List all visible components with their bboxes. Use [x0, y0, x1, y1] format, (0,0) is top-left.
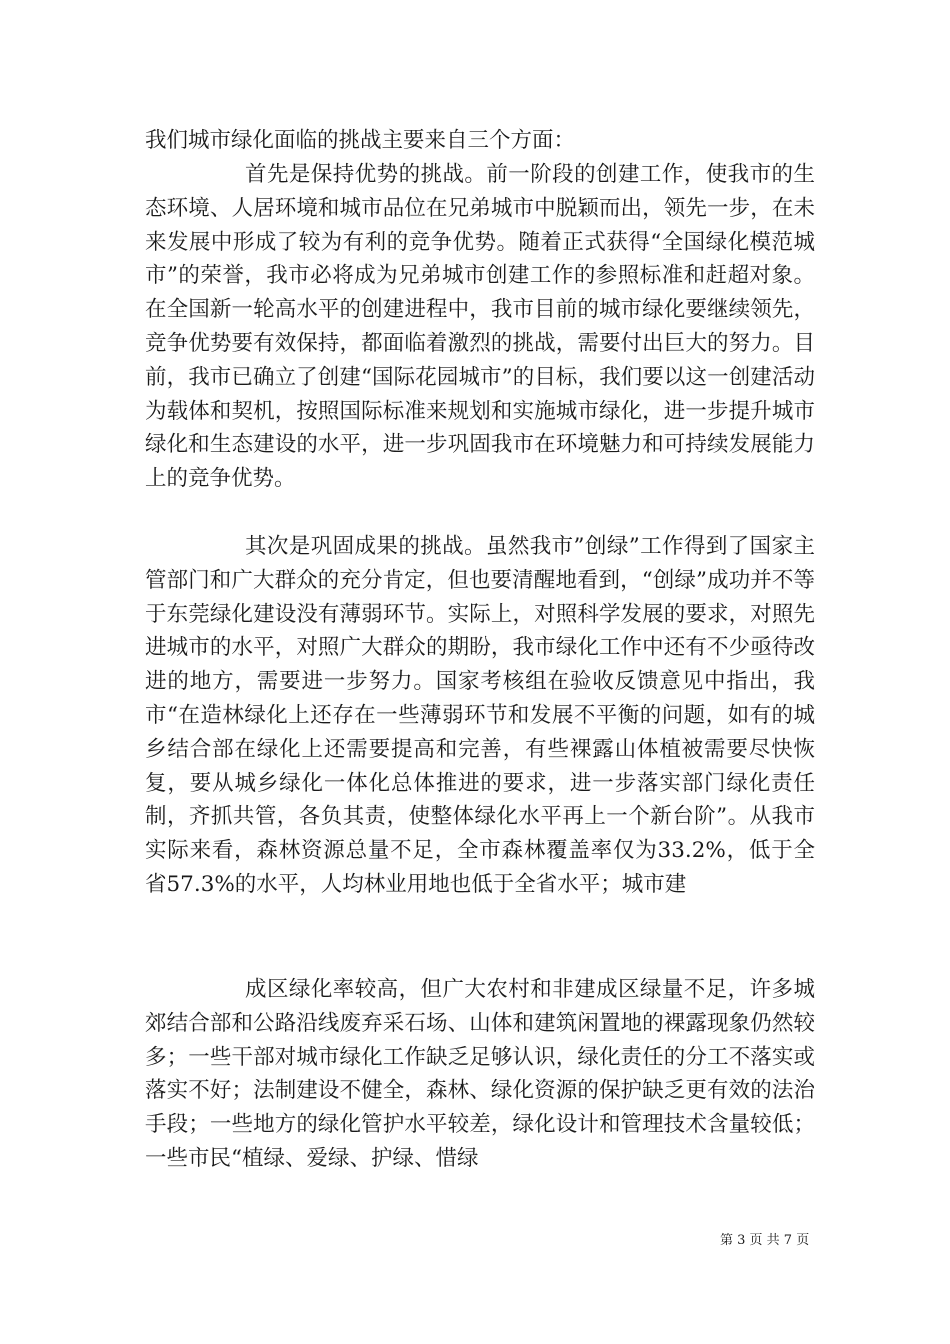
page-number-footer: 第 3 页 共 7 页: [720, 1233, 810, 1248]
paragraph-first-challenge: [145, 158, 815, 496]
paragraph-text: 成区绿化率较高，但广大农村和非建成区绿量不足，许多城郊结合部和公路沿线废弃采石场、山体和建筑闲置地的裸露现象仍然较多；一些干部对城市绿化工作缺乏足够认识，绿化责任的分工不落实或落实不好；法制建设不健全，森林、绿化资源的保护缺乏更有效的法治手段；一些地方的绿化管护水平较差，绿化设计和管理技术含量较低；一些市民“植绿、爱绿、护绿、惜绿: [145, 977, 815, 1171]
paragraph-continuation: [145, 973, 815, 1176]
paragraph-second-challenge: [145, 530, 815, 902]
paragraph-text: 我们城市绿化面临的挑战主要来自三个方面：: [145, 128, 576, 153]
paragraph-intro: [145, 124, 815, 158]
paragraph-text: 其次是巩固成果的挑战。虽然我市”创绿”工作得到了国家主管部门和广大群众的充分肯定，但也要清醒地看到，“创绿”成功并不等于东莞绿化建设没有薄弱环节。实际上，对照科学发展的要求，对照先进城市的水平，对照广大群众的期盼，我市绿化工作中还有不少亟待改进的地方，需要进一步努力。国家考核组在验收反馈意见中指出，我市“在造林绿化上还存在一些薄弱环节和发展不平衡的问题，如有的城乡结合部在绿化上还需要提高和完善，有些裸露山体植被需要尽快恢复，要从城乡绿化一体化总体推进的要求，进一步落实部门绿化责任制，齐抓共管，各负其责，使整体绿化水平再上一个新台阶”。从我市实际来看，森林资源总量不足，全市森林覆盖率仅为33.2%，低于全省57.3%的水平，人均林业用地也低于全省水平；城市建: [145, 534, 815, 897]
paragraph-text: 首先是保持优势的挑战。前一阶段的创建工作，使我市的生态环境、人居环境和城市品位在兄弟城市中脱颖而出，领先一步，在未来发展中形成了较为有利的竞争优势。随着正式获得“全国绿化模范城市”的荣誉，我市必将成为兄弟城市创建工作的参照标准和赶超对象。在全国新一轮高水平的创建进程中，我市目前的城市绿化要继续领先，竞争优势要有效保持，都面临着激烈的挑战，需要付出巨大的努力。目前，我市已确立了创建“国际花园城市”的目标，我们要以这一创建活动为载体和契机，按照国际标准来规划和实施城市绿化，进一步提升城市绿化和生态建设的水平，进一步巩固我市在环境魅力和可持续发展能力上的竞争优势。: [145, 162, 815, 492]
